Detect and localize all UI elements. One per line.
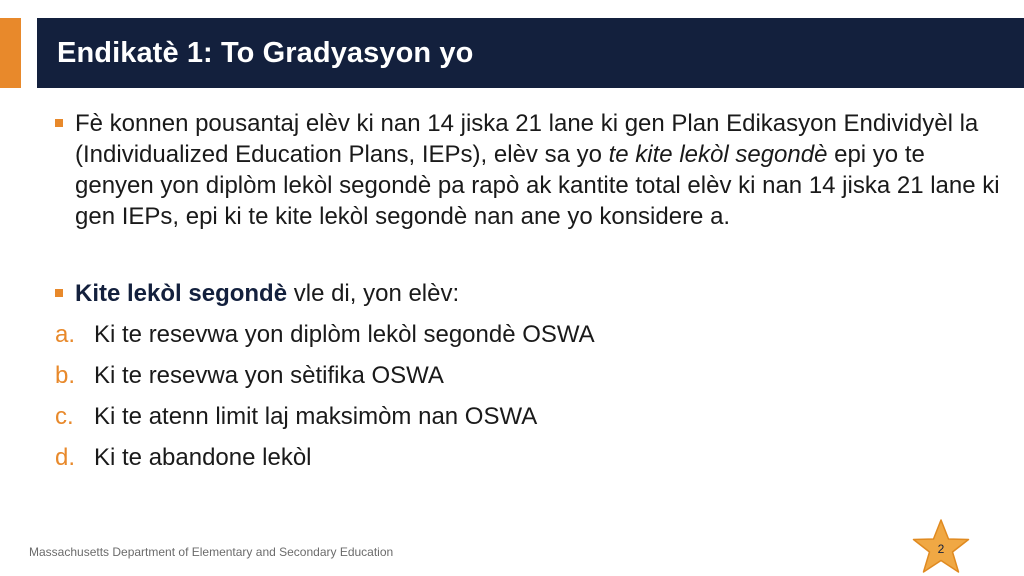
page-number: 2 [937,542,945,556]
list-item-text: Ki te abandone lekòl [94,444,312,471]
list-item [55,442,1000,483]
list-item-text: Ki te resevwa yon diplòm lekòl segondè OSWA [94,321,595,348]
title-accent-bar [0,18,21,88]
square-bullet-icon [55,289,63,297]
slide-title: Endikatè 1: To Gradyasyon yo [57,36,474,69]
description-text-end: epi yo te genyen yon diplòm lekòl segondè pa rapò ak kantite total elèv ki nan 14 jiska 21 lane ki gen IEPs, epi ki te kite lekòl segondè nan ane yo konsidere a. [75,141,1000,230]
list-item-text: Ki te atenn limit laj maksimòm nan OSWA [94,403,538,430]
definition-term: Kite lekòl segondè [75,280,288,307]
list-item [55,360,1000,401]
title-bar [37,18,1024,88]
square-bullet-icon [55,119,63,127]
exit-criteria-list [55,319,1000,483]
list-item-letter: b. [55,362,76,389]
list-item-letter: a. [55,321,76,348]
definition-body: vle di, yon elèv: [287,280,460,307]
description-italic-term: te kite lekòl segondè [608,141,828,168]
slide-content [55,108,1000,483]
list-item-letter: c. [55,403,74,430]
indicator-description-text [75,108,1000,232]
list-item-text: Ki te resevwa yon sètifika OSWA [94,362,444,389]
list-item [55,401,1000,442]
list-item-letter: d. [55,444,76,471]
list-item [55,319,1000,360]
description-text-start: Fè konnen pousantaj elèv ki nan 14 jiska 21 lane ki gen Plan Edikasyon Endividyèl la (Individualized Education Plans, IEPs), elèv sa yo [75,110,979,168]
definition-bullet [55,278,1000,309]
definition-text [75,278,1000,309]
indicator-description [55,108,1000,232]
page-number-badge [910,518,972,576]
footer-organization: Massachusetts Department of Elementary and Secondary Education [29,545,394,559]
